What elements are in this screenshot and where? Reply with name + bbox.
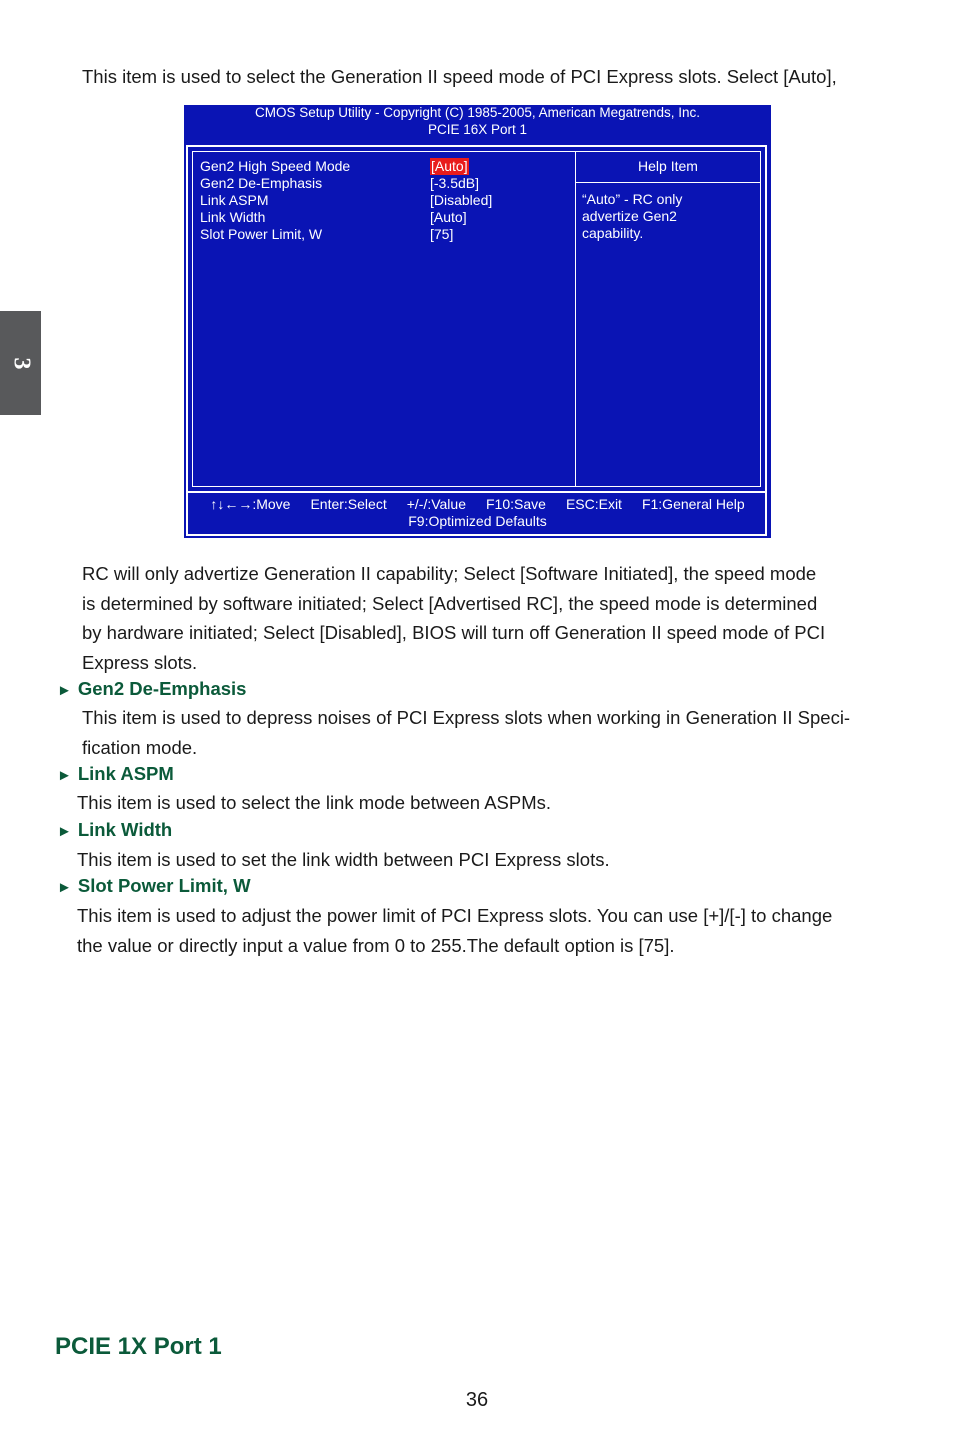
setting-gen2-high-speed-mode[interactable] (200, 158, 570, 175)
help-title: Help Item (638, 158, 698, 174)
help-separator (575, 182, 760, 183)
setting-label: Link ASPM (200, 192, 269, 208)
setting-value-selected[interactable]: [Auto] (431, 158, 468, 174)
setting-label: Slot Power Limit, W (200, 226, 323, 242)
section-body-slot-power-limit (77, 901, 889, 960)
text-line: This item is used to depress noises of PCI Express slots when working in Generation II Speci- (82, 707, 851, 728)
setting-gen2-de-emphasis[interactable] (200, 175, 570, 192)
help-line: “Auto” - RC only (582, 191, 683, 207)
heading-text: Slot Power Limit, W (77, 875, 251, 896)
section-body-link-width (77, 845, 889, 875)
key-move: ↑↓←→:Move (210, 496, 291, 512)
heading-text: Gen2 De-Emphasis (77, 678, 247, 699)
section-heading-link-aspm (57, 762, 174, 788)
key-value: +/-/:Value (406, 496, 466, 512)
help-line: advertize Gen2 (582, 208, 677, 224)
bios-screen (184, 105, 771, 538)
text-line: by hardware initiated; Select [Disabled], BIOS will turn off Generation II speed mode of PCI (82, 622, 826, 643)
page-heading: PCIE 1X Port 1 (55, 1333, 222, 1360)
heading-text: Link Width (77, 819, 173, 840)
arrow-right-icon: ► (57, 767, 72, 784)
key-defaults: F9:Optimized Defaults (408, 513, 547, 529)
auto-option-description (82, 559, 894, 677)
bios-copyright: CMOS Setup Utility - Copyright (C) 1985-2005, American Megatrends, Inc. (255, 105, 700, 120)
panel-divider (575, 152, 576, 486)
arrow-right-icon: ► (57, 682, 72, 699)
text-line: is determined by software initiated; Select [Advertised RC], the speed mode is determined (82, 592, 818, 614)
bios-screen-title: PCIE 16X Port 1 (427, 121, 528, 137)
setting-label: Link Width (200, 209, 266, 225)
help-text (582, 191, 762, 242)
intro-text: This item is used to select the Generation II speed mode of PCI Express slots. Select [Auto], (82, 66, 837, 87)
text-line: RC will only advertize Generation II capability; Select [Software Initiated], the speed mode (82, 563, 817, 584)
text-line: Express slots. (82, 651, 198, 673)
text-line: This item is used to set the link width between PCI Express slots. (77, 849, 610, 870)
text-line: the value or directly input a value from 0 to 255.The default option is [75]. (77, 934, 675, 956)
section-heading-link-width (57, 818, 172, 844)
page-number: 36 (465, 1389, 489, 1411)
key-exit: ESC:Exit (565, 496, 622, 512)
key-save: F10:Save (486, 496, 546, 512)
section-heading-slot-power-limit (57, 874, 251, 900)
section-heading-gen2-de-emphasis (57, 677, 246, 703)
setting-link-aspm[interactable] (200, 192, 570, 209)
arrow-right-icon: ► (57, 823, 72, 840)
setting-value[interactable]: [Auto] (430, 209, 467, 225)
text-line: This item is used to select the link mode between ASPMs. (77, 792, 552, 813)
help-line: capability. (582, 225, 644, 241)
section-body-link-aspm (77, 788, 889, 818)
heading-text: Link ASPM (77, 763, 174, 784)
setting-value[interactable]: [Disabled] (430, 192, 493, 208)
bios-inner-frame (192, 151, 761, 487)
text-line: This item is used to adjust the power limit of PCI Express slots. You can use [+]/[-] to change (77, 905, 833, 926)
section-body-gen2-de-emphasis (82, 703, 894, 762)
settings-list (200, 158, 570, 243)
key-legend (184, 496, 771, 513)
key-select: Enter:Select (310, 496, 387, 512)
bios-main-panel (186, 145, 767, 493)
arrow-right-icon: ► (57, 879, 72, 896)
key-help: F1:General Help (641, 496, 745, 512)
setting-value[interactable]: [-3.5dB] (430, 175, 480, 191)
chapter-tab (0, 311, 41, 415)
text-line: fication mode. (82, 736, 198, 758)
setting-slot-power-limit[interactable] (200, 226, 570, 243)
chapter-number: 3 (8, 357, 34, 369)
setting-value[interactable]: [75] (430, 226, 454, 242)
setting-label: Gen2 High Speed Mode (200, 158, 351, 174)
setting-link-width[interactable] (200, 209, 570, 226)
bios-header (184, 105, 771, 138)
bios-footer (184, 496, 771, 530)
setting-label: Gen2 De-Emphasis (200, 175, 323, 191)
